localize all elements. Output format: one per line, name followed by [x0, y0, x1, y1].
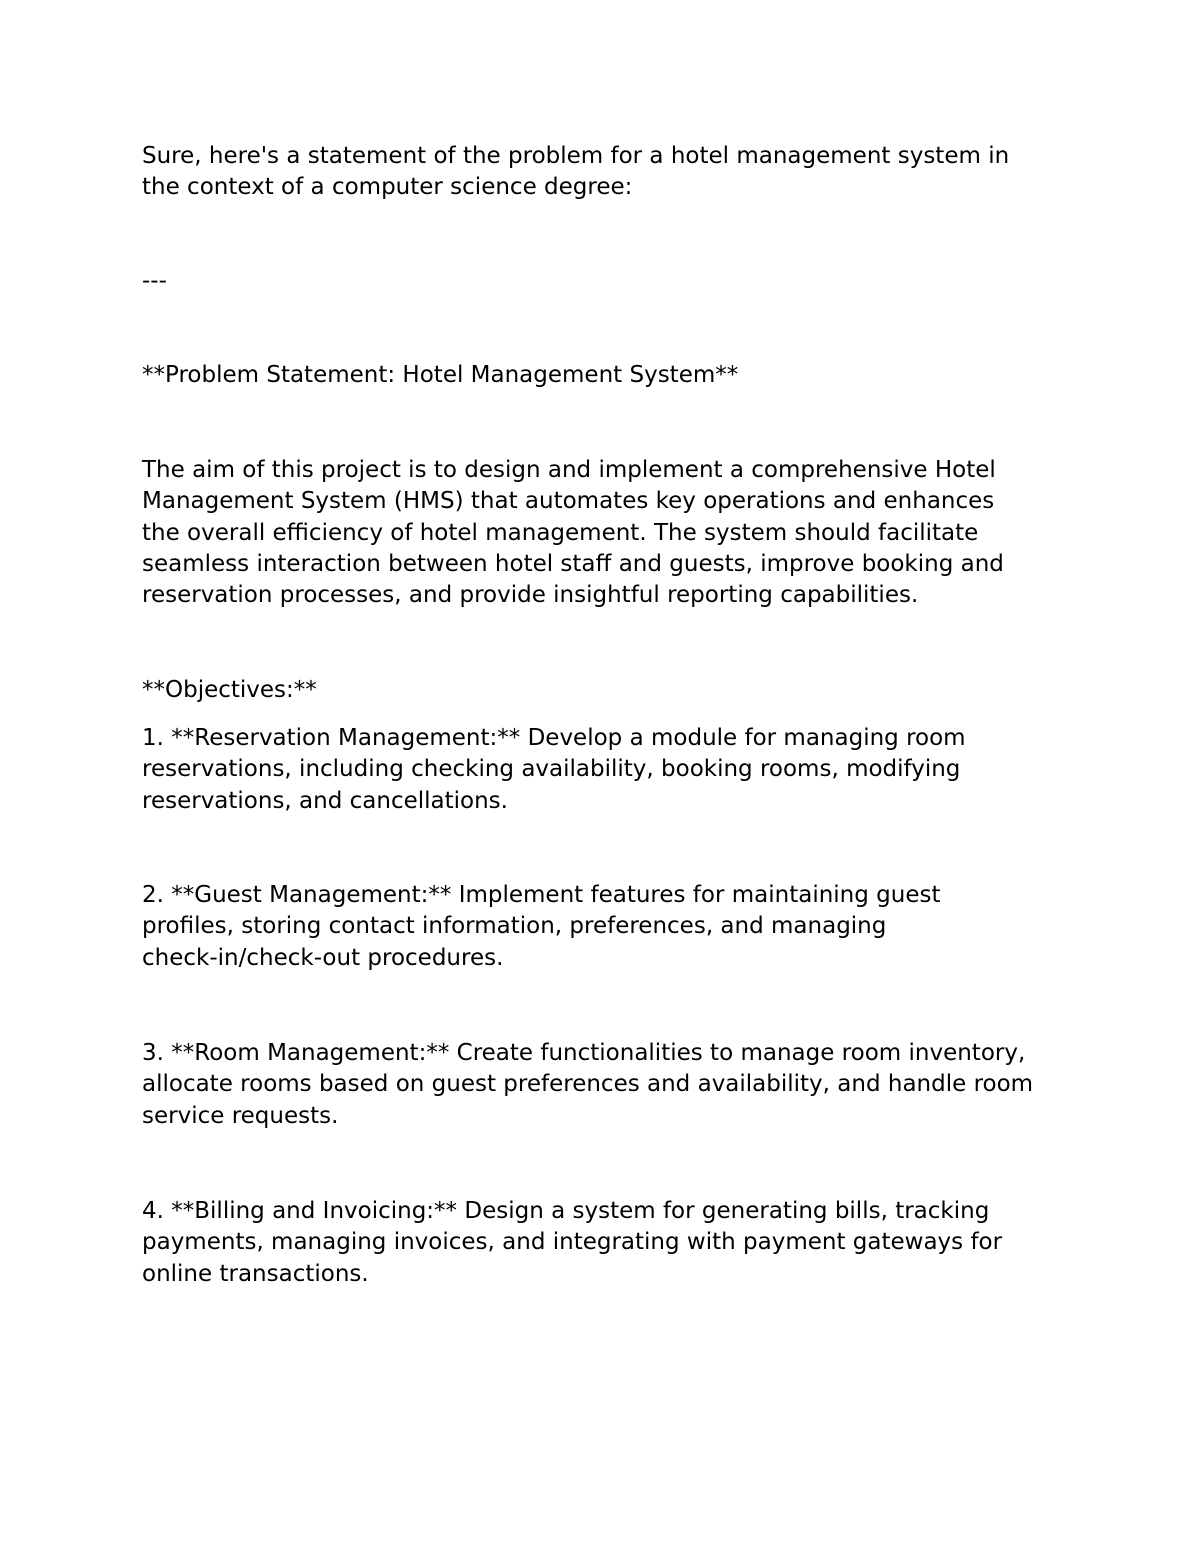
aim-paragraph: The aim of this project is to design and implement a comprehensive Hotel Management System (HMS) that automates key operations and enhances the overall efficiency of hotel management. The system should facilitate seamless interaction between hotel staff and guests, improve booking and reservation processes, and provide insightful reporting capabilities. — [142, 457, 1004, 609]
separator-line: --- — [142, 268, 167, 294]
objective-item-billing: 4. **Billing and Invoicing:** Design a system for generating bills, tracking payments, managing invoices, and integrating with payment gateways for online transactions. — [142, 1198, 1003, 1287]
objectives-heading: **Objectives:** — [142, 677, 317, 703]
objective-item-room: 3. **Room Management:** Create functionalities to manage room inventory, allocate rooms based on guest preferences and availability, and handle room service requests. — [142, 1040, 1034, 1129]
objective-item-guest: 2. **Guest Management:** Implement features for maintaining guest profiles, storing contact information, preferences, and managing check-in/check-out procedures. — [142, 882, 941, 971]
problem-statement-heading: **Problem Statement: Hotel Management System** — [142, 362, 739, 388]
objective-item-reservation: 1. **Reservation Management:** Develop a module for managing room reservations, including checking availability, booking rooms, modifying reservations, and cancellations. — [142, 725, 966, 814]
intro-paragraph: Sure, here's a statement of the problem for a hotel management system in the context of a computer science degree: — [142, 143, 1010, 201]
